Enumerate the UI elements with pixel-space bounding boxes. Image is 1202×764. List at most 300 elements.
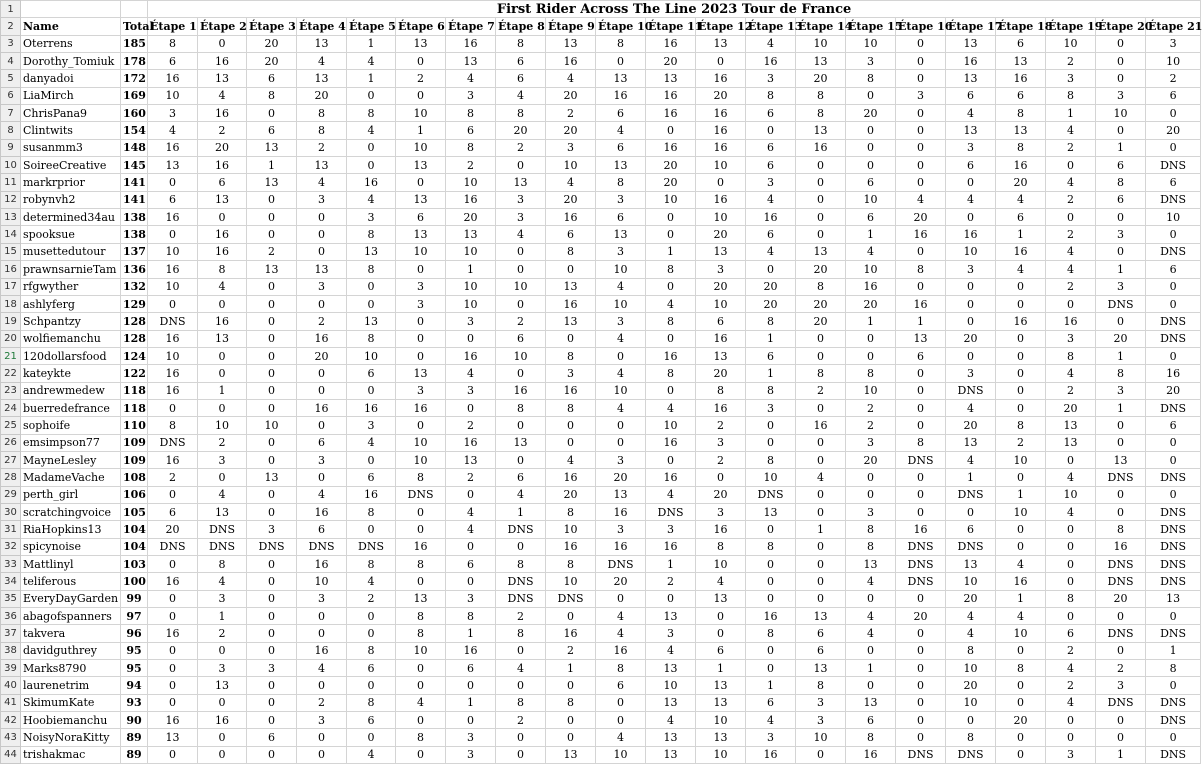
stage-cell[interactable]: DNS: [1146, 399, 1201, 416]
stage-cell[interactable]: 10: [996, 625, 1046, 642]
stage-cell[interactable]: 0: [198, 746, 247, 763]
stage-cell[interactable]: 16: [148, 261, 198, 278]
stage-cell[interactable]: 4: [198, 573, 247, 590]
stage-cell[interactable]: 13: [446, 226, 496, 243]
name-cell[interactable]: spicynoise: [21, 538, 121, 555]
name-cell[interactable]: MayneLesley: [21, 451, 121, 468]
stage-cell[interactable]: 6: [946, 87, 996, 104]
stage-cell[interactable]: 16: [396, 538, 446, 555]
stage-cell[interactable]: 8: [546, 347, 596, 364]
stage-cell[interactable]: 13: [696, 677, 746, 694]
stage-cell[interactable]: 13: [596, 486, 646, 503]
stage-cell[interactable]: 8: [396, 469, 446, 486]
stage-cell[interactable]: 0: [446, 486, 496, 503]
stage-cell[interactable]: DNS: [1146, 503, 1201, 520]
stage-cell[interactable]: 10: [446, 295, 496, 312]
stage-cell[interactable]: 1: [1046, 105, 1096, 122]
stage-cell[interactable]: 20: [946, 677, 996, 694]
stage-cell[interactable]: 0: [696, 174, 746, 191]
stage-cell[interactable]: 0: [148, 399, 198, 416]
stage-cell[interactable]: 3: [896, 87, 946, 104]
stage-cell[interactable]: 4: [446, 503, 496, 520]
stage-cell[interactable]: DNS: [896, 538, 946, 555]
stage-cell[interactable]: 13: [796, 122, 846, 139]
total-cell[interactable]: 108: [121, 469, 148, 486]
total-cell[interactable]: 105: [121, 503, 148, 520]
stage-cell[interactable]: 0: [996, 365, 1046, 382]
stage-cell[interactable]: 8: [496, 556, 546, 573]
stage-cell[interactable]: 0: [247, 694, 297, 711]
stage-cell[interactable]: 4: [496, 226, 546, 243]
stage-cell[interactable]: 0: [896, 642, 946, 659]
name-cell[interactable]: buerredefrance: [21, 399, 121, 416]
stage-cell[interactable]: 0: [796, 157, 846, 174]
stage-cell[interactable]: 20: [247, 53, 297, 70]
stage-cell[interactable]: 10: [546, 521, 596, 538]
stage-cell[interactable]: 3: [696, 503, 746, 520]
stage-cell[interactable]: 0: [247, 451, 297, 468]
name-cell[interactable]: ChrisPana9: [21, 105, 121, 122]
stage-cell[interactable]: 0: [796, 746, 846, 763]
stage-cell[interactable]: 0: [297, 365, 347, 382]
stage-cell[interactable]: 8: [846, 538, 896, 555]
stage-cell[interactable]: 13: [148, 157, 198, 174]
stage-cell[interactable]: 0: [896, 174, 946, 191]
stage-cell[interactable]: 6: [746, 105, 796, 122]
stage-cell[interactable]: 16: [696, 105, 746, 122]
stage-cell[interactable]: 4: [596, 330, 646, 347]
stage-cell[interactable]: 16: [546, 53, 596, 70]
stage-cell[interactable]: 4: [596, 625, 646, 642]
stage-cell[interactable]: 16: [297, 503, 347, 520]
total-cell[interactable]: 160: [121, 105, 148, 122]
stage-cell[interactable]: 2: [996, 434, 1046, 451]
stage-cell[interactable]: 10: [596, 295, 646, 312]
stage-cell[interactable]: 16: [696, 139, 746, 156]
stage-cell[interactable]: 0: [996, 677, 1046, 694]
stage-cell[interactable]: 0: [896, 35, 946, 52]
stage-cell[interactable]: 4: [297, 660, 347, 677]
stage-cell[interactable]: 3: [596, 313, 646, 330]
total-cell[interactable]: 124: [121, 347, 148, 364]
stage-cell[interactable]: 0: [896, 365, 946, 382]
stage-cell[interactable]: 16: [198, 157, 247, 174]
stage-cell[interactable]: 0: [198, 399, 247, 416]
stage-cell[interactable]: 8: [1096, 521, 1146, 538]
stage-cell[interactable]: 0: [1096, 729, 1146, 746]
stage-cell[interactable]: 16: [996, 70, 1046, 87]
stage-cell[interactable]: 8: [746, 87, 796, 104]
stage-cell[interactable]: 13: [946, 434, 996, 451]
total-cell[interactable]: 89: [121, 746, 148, 763]
stage-cell[interactable]: 6: [996, 35, 1046, 52]
total-cell[interactable]: 178: [121, 53, 148, 70]
stage-cell[interactable]: 6: [596, 105, 646, 122]
stage-cell[interactable]: 3: [796, 712, 846, 729]
stage-cell[interactable]: 0: [247, 313, 297, 330]
stage-cell[interactable]: 16: [596, 642, 646, 659]
stage-cell[interactable]: 13: [546, 313, 596, 330]
stage-cell[interactable]: 0: [347, 278, 396, 295]
stage-cell[interactable]: 0: [198, 347, 247, 364]
stage-cell[interactable]: 0: [1146, 347, 1201, 364]
stage-cell[interactable]: 1: [198, 608, 247, 625]
stage-cell[interactable]: 20: [1146, 382, 1201, 399]
stage-cell[interactable]: 0: [896, 157, 946, 174]
stage-cell[interactable]: 20: [946, 590, 996, 607]
stage-cell[interactable]: 1: [696, 660, 746, 677]
stage-cell[interactable]: 0: [148, 174, 198, 191]
stage-cell[interactable]: 8: [796, 365, 846, 382]
stage-cell[interactable]: 2: [1046, 642, 1096, 659]
stage-cell[interactable]: 16: [846, 278, 896, 295]
stage-cell[interactable]: 2: [198, 625, 247, 642]
stage-cell[interactable]: 1: [746, 365, 796, 382]
stage-cell[interactable]: 13: [496, 174, 546, 191]
stage-cell[interactable]: 0: [1046, 608, 1096, 625]
stage-cell[interactable]: 2: [446, 469, 496, 486]
stage-cell[interactable]: 0: [796, 451, 846, 468]
stage-cell[interactable]: 13: [198, 503, 247, 520]
stage-cell[interactable]: 8: [347, 105, 396, 122]
stage-cell[interactable]: 0: [796, 573, 846, 590]
stage-cell[interactable]: 6: [347, 469, 396, 486]
stage-cell[interactable]: 6: [446, 660, 496, 677]
stage-cell[interactable]: 8: [746, 382, 796, 399]
total-cell[interactable]: 118: [121, 399, 148, 416]
stage-cell[interactable]: 3: [846, 434, 896, 451]
column-header[interactable]: Étape 3: [247, 18, 297, 35]
stage-cell[interactable]: 8: [546, 694, 596, 711]
stage-cell[interactable]: 10: [646, 677, 696, 694]
stage-cell[interactable]: 0: [1046, 521, 1096, 538]
stage-cell[interactable]: 20: [696, 87, 746, 104]
stage-cell[interactable]: 8: [1046, 87, 1096, 104]
stage-cell[interactable]: 3: [496, 191, 546, 208]
stage-cell[interactable]: 6: [247, 122, 297, 139]
stage-cell[interactable]: 2: [148, 469, 198, 486]
stage-cell[interactable]: DNS: [596, 556, 646, 573]
stage-cell[interactable]: 6: [1096, 157, 1146, 174]
total-cell[interactable]: 94: [121, 677, 148, 694]
stage-cell[interactable]: 13: [646, 729, 696, 746]
stage-cell[interactable]: 16: [297, 330, 347, 347]
name-cell[interactable]: danyadoi: [21, 70, 121, 87]
stage-cell[interactable]: 0: [496, 642, 546, 659]
stage-cell[interactable]: 13: [396, 590, 446, 607]
stage-cell[interactable]: 8: [1096, 365, 1146, 382]
stage-cell[interactable]: 3: [846, 503, 896, 520]
stage-cell[interactable]: 4: [896, 191, 946, 208]
stage-cell[interactable]: 0: [796, 486, 846, 503]
stage-cell[interactable]: 0: [496, 365, 546, 382]
stage-cell[interactable]: 10: [846, 382, 896, 399]
stage-cell[interactable]: 3: [1146, 35, 1201, 52]
stage-cell[interactable]: 2: [546, 105, 596, 122]
stage-cell[interactable]: 20: [596, 573, 646, 590]
stage-cell[interactable]: DNS: [896, 573, 946, 590]
stage-cell[interactable]: 0: [896, 139, 946, 156]
stage-cell[interactable]: 0: [546, 417, 596, 434]
stage-cell[interactable]: 13: [446, 53, 496, 70]
stage-cell[interactable]: 3: [546, 139, 596, 156]
stage-cell[interactable]: 0: [396, 174, 446, 191]
stage-cell[interactable]: 16: [347, 486, 396, 503]
stage-cell[interactable]: 0: [1146, 486, 1201, 503]
stage-cell[interactable]: DNS: [247, 538, 297, 555]
stage-cell[interactable]: 0: [1096, 70, 1146, 87]
stage-cell[interactable]: 4: [297, 486, 347, 503]
stage-cell[interactable]: 3: [946, 139, 996, 156]
name-cell[interactable]: Oterrens: [21, 35, 121, 52]
name-cell[interactable]: kateykte: [21, 365, 121, 382]
stage-cell[interactable]: 0: [896, 469, 946, 486]
stage-cell[interactable]: DNS: [1146, 712, 1201, 729]
stage-cell[interactable]: 0: [148, 694, 198, 711]
stage-cell[interactable]: 3: [596, 191, 646, 208]
stage-cell[interactable]: 3: [946, 365, 996, 382]
stage-cell[interactable]: 13: [696, 694, 746, 711]
stage-cell[interactable]: 3: [696, 434, 746, 451]
stage-cell[interactable]: 0: [546, 677, 596, 694]
stage-cell[interactable]: 0: [297, 625, 347, 642]
stage-cell[interactable]: 8: [496, 105, 546, 122]
stage-cell[interactable]: 6: [696, 642, 746, 659]
stage-cell[interactable]: 10: [546, 157, 596, 174]
stage-cell[interactable]: 0: [796, 330, 846, 347]
stage-cell[interactable]: 1: [446, 694, 496, 711]
stage-cell[interactable]: 8: [746, 625, 796, 642]
stage-cell[interactable]: 0: [247, 608, 297, 625]
stage-cell[interactable]: 0: [796, 434, 846, 451]
stage-cell[interactable]: 16: [446, 347, 496, 364]
stage-cell[interactable]: 13: [1046, 417, 1096, 434]
stage-cell[interactable]: 6: [546, 226, 596, 243]
stage-cell[interactable]: 0: [496, 746, 546, 763]
stage-cell[interactable]: DNS: [1146, 694, 1201, 711]
stage-cell[interactable]: 3: [347, 209, 396, 226]
stage-cell[interactable]: 0: [1046, 712, 1096, 729]
stage-cell[interactable]: 1: [796, 521, 846, 538]
stage-cell[interactable]: 0: [996, 694, 1046, 711]
stage-cell[interactable]: 13: [297, 157, 347, 174]
name-cell[interactable]: musettedutour: [21, 243, 121, 260]
stage-cell[interactable]: 2: [496, 608, 546, 625]
stage-cell[interactable]: 3: [446, 729, 496, 746]
stage-cell[interactable]: 1: [646, 556, 696, 573]
stage-cell[interactable]: 8: [1046, 347, 1096, 364]
total-cell[interactable]: 122: [121, 365, 148, 382]
stage-cell[interactable]: 2: [247, 243, 297, 260]
stage-cell[interactable]: 16: [746, 53, 796, 70]
stage-cell[interactable]: 0: [347, 382, 396, 399]
stage-cell[interactable]: 0: [496, 677, 546, 694]
stage-cell[interactable]: 0: [796, 399, 846, 416]
stage-cell[interactable]: DNS: [1146, 243, 1201, 260]
stage-cell[interactable]: 16: [1096, 538, 1146, 555]
stage-cell[interactable]: 0: [1096, 53, 1146, 70]
stage-cell[interactable]: 6: [596, 139, 646, 156]
column-header[interactable]: Étape 10: [596, 18, 646, 35]
stage-cell[interactable]: 0: [148, 677, 198, 694]
stage-cell[interactable]: 3: [247, 521, 297, 538]
total-cell[interactable]: 136: [121, 261, 148, 278]
stage-cell[interactable]: 2: [546, 642, 596, 659]
stage-cell[interactable]: 8: [796, 278, 846, 295]
stage-cell[interactable]: 1: [347, 70, 396, 87]
stage-cell[interactable]: 1: [946, 469, 996, 486]
stage-cell[interactable]: 0: [846, 469, 896, 486]
stage-cell[interactable]: 0: [896, 122, 946, 139]
stage-cell[interactable]: 0: [446, 677, 496, 694]
stage-cell[interactable]: 20: [646, 53, 696, 70]
stage-cell[interactable]: 13: [496, 434, 546, 451]
stage-cell[interactable]: 0: [347, 139, 396, 156]
stage-cell[interactable]: 4: [996, 556, 1046, 573]
stage-cell[interactable]: 13: [247, 174, 297, 191]
stage-cell[interactable]: 0: [247, 209, 297, 226]
stage-cell[interactable]: 3: [446, 313, 496, 330]
stage-cell[interactable]: 16: [297, 642, 347, 659]
stage-cell[interactable]: 0: [746, 521, 796, 538]
stage-cell[interactable]: 4: [596, 399, 646, 416]
stage-cell[interactable]: 0: [247, 278, 297, 295]
stage-cell[interactable]: 0: [796, 347, 846, 364]
stage-cell[interactable]: 0: [148, 295, 198, 312]
stage-cell[interactable]: 4: [496, 660, 546, 677]
stage-cell[interactable]: 3: [1096, 677, 1146, 694]
stage-cell[interactable]: 0: [796, 174, 846, 191]
stage-cell[interactable]: 10: [846, 35, 896, 52]
stage-cell[interactable]: 0: [1146, 451, 1201, 468]
stage-cell[interactable]: 8: [996, 660, 1046, 677]
stage-cell[interactable]: 10: [946, 573, 996, 590]
stage-cell[interactable]: 0: [347, 295, 396, 312]
stage-cell[interactable]: 8: [896, 434, 946, 451]
stage-cell[interactable]: DNS: [198, 521, 247, 538]
stage-cell[interactable]: 6: [846, 712, 896, 729]
column-header[interactable]: Étape 11: [646, 18, 696, 35]
stage-cell[interactable]: 8: [148, 417, 198, 434]
stage-cell[interactable]: 6: [946, 521, 996, 538]
name-cell[interactable]: Hoobiemanchu: [21, 712, 121, 729]
stage-cell[interactable]: 0: [996, 330, 1046, 347]
total-cell[interactable]: 185: [121, 35, 148, 52]
stage-cell[interactable]: 0: [396, 347, 446, 364]
stage-cell[interactable]: 0: [247, 746, 297, 763]
stage-cell[interactable]: 0: [148, 660, 198, 677]
total-cell[interactable]: 95: [121, 642, 148, 659]
stage-cell[interactable]: 4: [446, 521, 496, 538]
stage-cell[interactable]: 0: [746, 261, 796, 278]
stage-cell[interactable]: 2: [1046, 139, 1096, 156]
stage-cell[interactable]: 6: [596, 209, 646, 226]
stage-cell[interactable]: 3: [1046, 70, 1096, 87]
stage-cell[interactable]: 4: [297, 53, 347, 70]
stage-cell[interactable]: 10: [148, 278, 198, 295]
stage-cell[interactable]: 3: [596, 243, 646, 260]
stage-cell[interactable]: 3: [198, 590, 247, 607]
total-cell[interactable]: 96: [121, 625, 148, 642]
stage-cell[interactable]: 8: [996, 105, 1046, 122]
stage-cell[interactable]: 16: [148, 573, 198, 590]
stage-cell[interactable]: 6: [297, 521, 347, 538]
stage-cell[interactable]: 0: [646, 278, 696, 295]
stage-cell[interactable]: 0: [546, 712, 596, 729]
stage-cell[interactable]: 16: [347, 399, 396, 416]
stage-cell[interactable]: DNS: [496, 521, 546, 538]
stage-cell[interactable]: 0: [546, 330, 596, 347]
stage-cell[interactable]: 0: [896, 243, 946, 260]
stage-cell[interactable]: 10: [1146, 209, 1201, 226]
stage-cell[interactable]: 0: [896, 53, 946, 70]
stage-cell[interactable]: 3: [297, 590, 347, 607]
stage-cell[interactable]: 8: [297, 105, 347, 122]
stage-cell[interactable]: DNS: [546, 590, 596, 607]
stage-cell[interactable]: 16: [198, 226, 247, 243]
stage-cell[interactable]: 4: [446, 365, 496, 382]
stage-cell[interactable]: 6: [796, 625, 846, 642]
stage-cell[interactable]: DNS: [1146, 625, 1201, 642]
stage-cell[interactable]: 0: [496, 243, 546, 260]
column-header[interactable]: Étape 20: [1096, 18, 1146, 35]
stage-cell[interactable]: 2: [796, 382, 846, 399]
stage-cell[interactable]: 10: [446, 174, 496, 191]
stage-cell[interactable]: 0: [148, 608, 198, 625]
stage-cell[interactable]: 0: [347, 729, 396, 746]
stage-cell[interactable]: 20: [846, 105, 896, 122]
stage-cell[interactable]: 4: [646, 295, 696, 312]
stage-cell[interactable]: 0: [896, 712, 946, 729]
stage-cell[interactable]: 3: [446, 382, 496, 399]
stage-cell[interactable]: 1: [746, 330, 796, 347]
total-cell[interactable]: 104: [121, 521, 148, 538]
stage-cell[interactable]: 13: [696, 347, 746, 364]
stage-cell[interactable]: 0: [596, 590, 646, 607]
stage-cell[interactable]: 3: [646, 521, 696, 538]
stage-cell[interactable]: 10: [546, 573, 596, 590]
stage-cell[interactable]: DNS: [896, 746, 946, 763]
total-cell[interactable]: 138: [121, 226, 148, 243]
stage-cell[interactable]: DNS: [1096, 694, 1146, 711]
stage-cell[interactable]: 6: [247, 70, 297, 87]
stage-cell[interactable]: 0: [1096, 503, 1146, 520]
stage-cell[interactable]: 13: [696, 590, 746, 607]
stage-cell[interactable]: 16: [198, 712, 247, 729]
stage-cell[interactable]: 0: [696, 53, 746, 70]
stage-cell[interactable]: 8: [846, 521, 896, 538]
stage-cell[interactable]: 16: [446, 191, 496, 208]
total-cell[interactable]: 109: [121, 434, 148, 451]
stage-cell[interactable]: 16: [546, 469, 596, 486]
stage-cell[interactable]: 0: [347, 625, 396, 642]
column-header[interactable]: Étape 2: [198, 18, 247, 35]
stage-cell[interactable]: 16: [646, 347, 696, 364]
stage-cell[interactable]: 0: [696, 608, 746, 625]
stage-cell[interactable]: 3: [198, 660, 247, 677]
stage-cell[interactable]: 4: [1046, 261, 1096, 278]
stage-cell[interactable]: 16: [746, 608, 796, 625]
stage-cell[interactable]: 2: [446, 157, 496, 174]
stage-cell[interactable]: 2: [1046, 382, 1096, 399]
stage-cell[interactable]: 20: [696, 226, 746, 243]
stage-cell[interactable]: 0: [546, 434, 596, 451]
stage-cell[interactable]: 8: [396, 556, 446, 573]
stage-cell[interactable]: 20: [796, 70, 846, 87]
stage-cell[interactable]: 13: [796, 243, 846, 260]
stage-cell[interactable]: 20: [546, 486, 596, 503]
stage-cell[interactable]: 1: [846, 226, 896, 243]
